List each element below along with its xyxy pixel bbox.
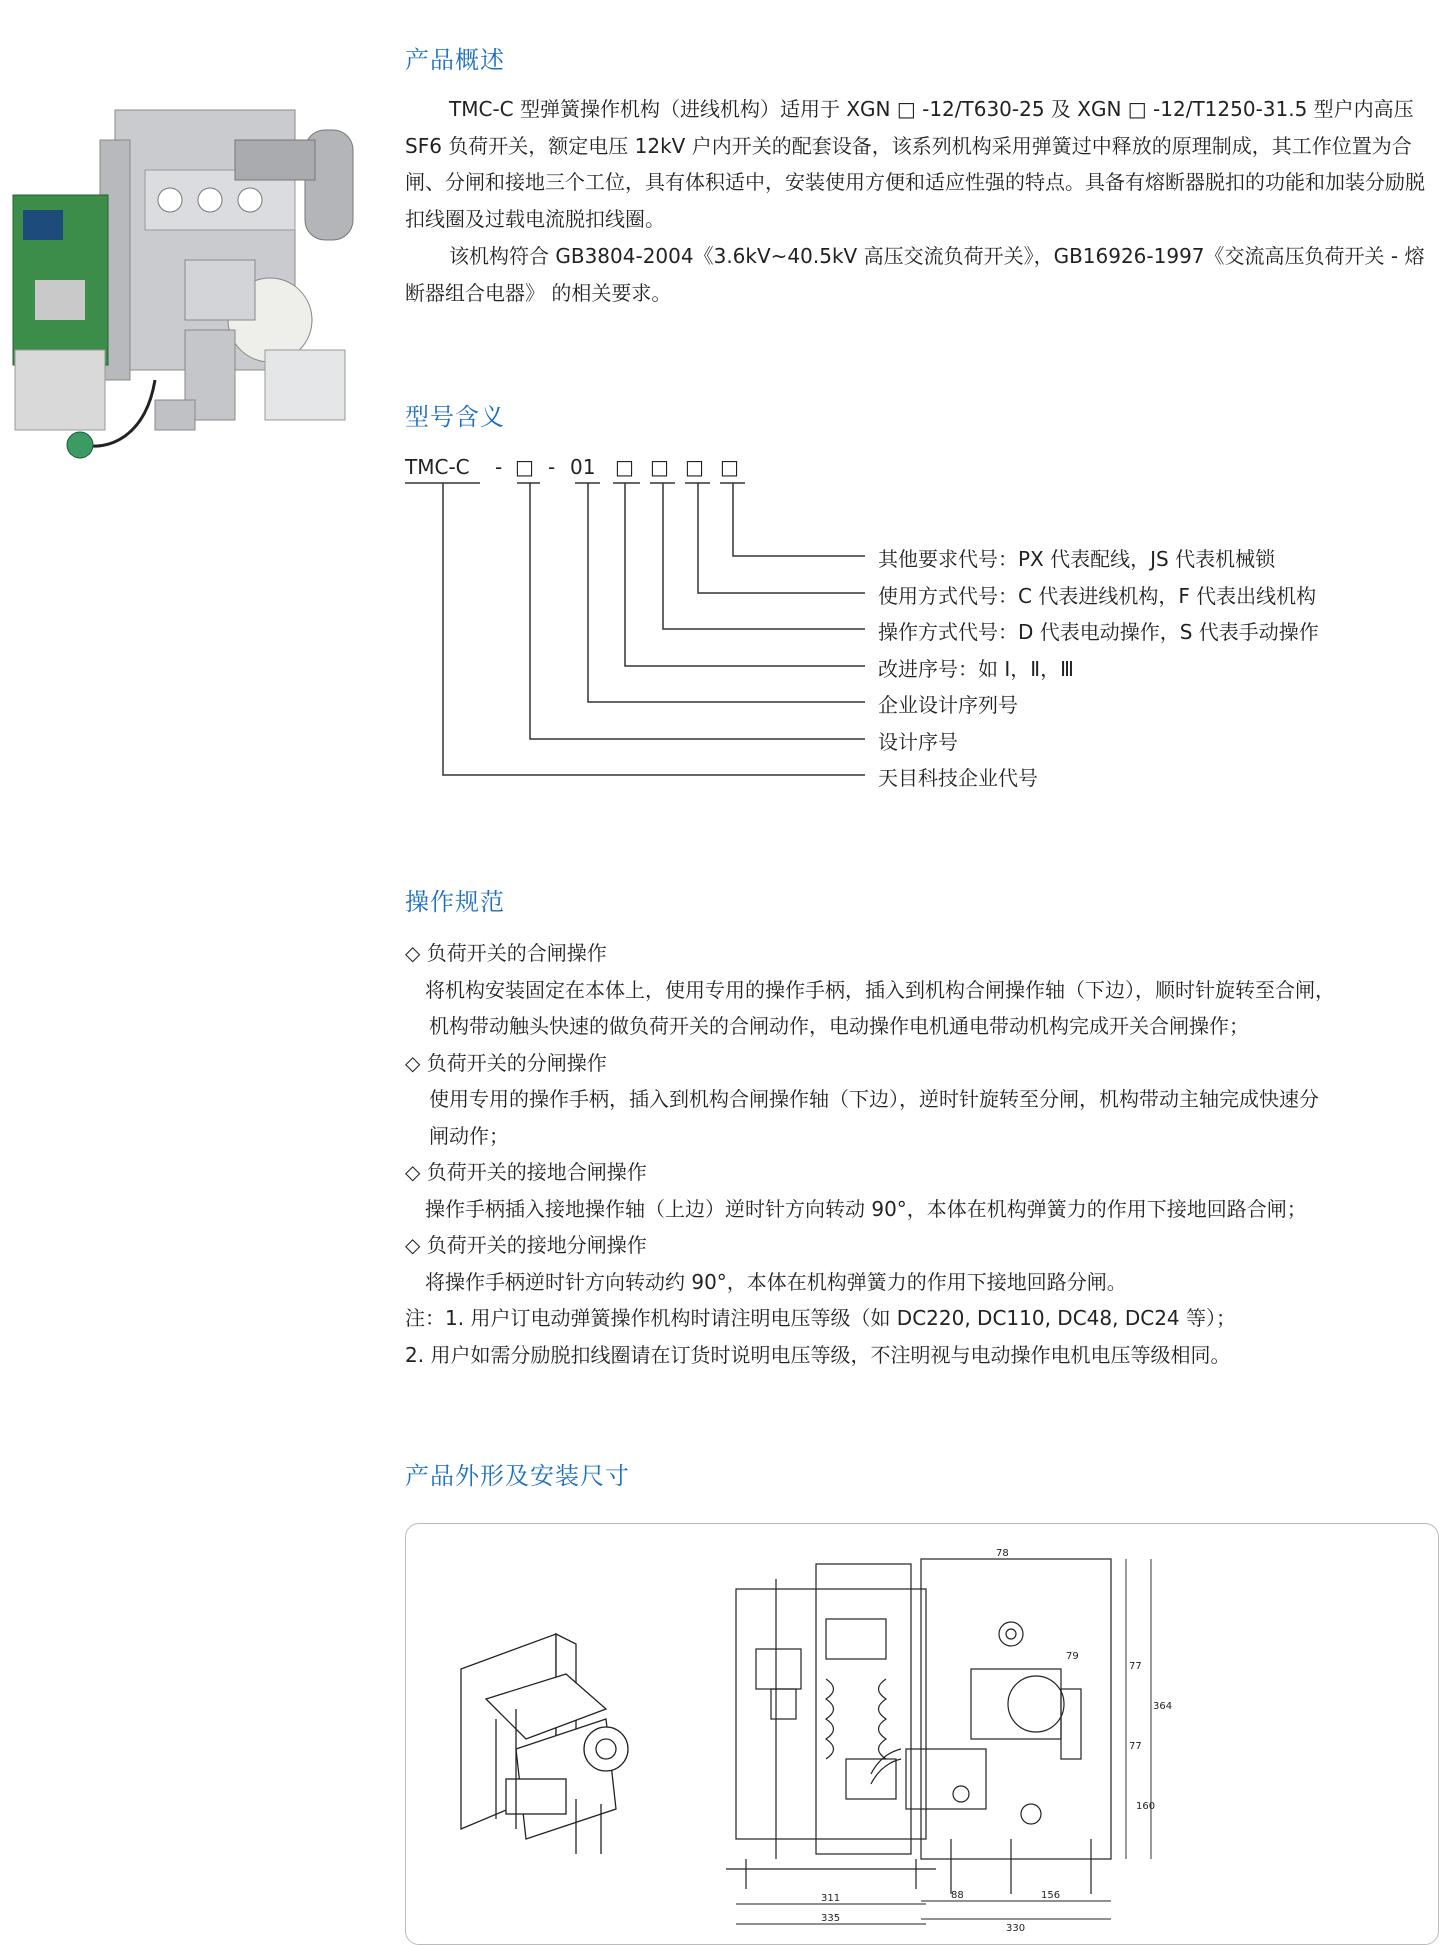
front-dim-label: 77: [1129, 1741, 1142, 1752]
op-text: 机构带动触头快速的做负荷开关的合闸动作，电动操作电机通电带动机构完成开关合闸操作；: [429, 1014, 1249, 1038]
front-dim-label: 79: [1066, 1651, 1079, 1662]
model-leader-lines: [0, 0, 1448, 800]
overview-heading: 产品概述: [405, 46, 505, 74]
legend-usage-mode: 使用方式代号：C 代表进线机构，F 代表出线机构: [878, 584, 1317, 608]
code-prefix: TMC-C: [405, 455, 470, 479]
op-item-open: ◇ 负荷开关的分闸操作: [405, 1050, 607, 1075]
dimensions-heading: 产品外形及安装尺寸: [405, 1462, 630, 1490]
legend-operation-mode: 操作方式代号：D 代表电动操作，S 代表手动操作: [878, 620, 1319, 644]
front-view-drawing: [861, 1549, 1191, 1939]
side-dim-label: 311: [821, 1893, 841, 1904]
op-item-earth-close: ◇ 负荷开关的接地合闸操作: [405, 1160, 647, 1184]
op-text: 操作手柄插入接地操作轴（上边）逆时针方向转动 90°，本体在机构弹簧力的作用下接地回路合闸；: [425, 1196, 1307, 1221]
code-box-5: □: [720, 455, 739, 479]
op-note-2: 2. 用户如需分励脱扣线圈请在订货时说明电压等级，不注明视与电动操作电机电压等级相同。: [405, 1342, 1231, 1367]
op-text: 将机构安装固定在本体上，使用专用的操作手柄，插入到机构合闸操作轴（下边），顺时针旋转至合闸，: [425, 977, 1335, 1002]
op-item-close: ◇ 负荷开关的合闸操作: [405, 941, 607, 965]
overview-paragraph-1: TMC-C 型弹簧操作机构（进线机构）适用于 XGN □ -12/T630-25 及 XGN □ -12/T1250-31.5 型户内高压 SF6 负荷开关，额定电压 12kV 户内开关的配套设备，该系列机构采用弹簧过中释放的原理制成，其工作位置为合闸、分闸和接地三个工位，具有体积适中，安装使用方便和适应性强的特点。具备有熔断器脱扣的功能和加装分励脱扣线圈及过载电流脱扣线圈。: [405, 97, 1425, 231]
legend-company-code: 天目科技企业代号: [878, 766, 1038, 790]
code-box-1: □: [515, 455, 534, 479]
operation-list: [405, 935, 1445, 1373]
legend-other-requirements: 其他要求代号：PX 代表配线，JS 代表机械锁: [878, 547, 1276, 571]
overview-paragraph-2: 该机构符合 GB3804-2004《3.6kV~40.5kV 高压交流负荷开关》，GB16926-1997《交流高压负荷开关 - 熔断器组合电器》 的相关要求。: [405, 244, 1425, 305]
code-box-4: □: [685, 455, 704, 479]
front-dim-label: 330: [1006, 1923, 1026, 1934]
front-dim-label: 78: [996, 1549, 1009, 1559]
op-item-earth-open: ◇ 负荷开关的接地分闸操作: [405, 1233, 647, 1257]
front-dim-label: 364: [1153, 1701, 1173, 1712]
isometric-drawing: [456, 1629, 646, 1859]
code-box-2: □: [615, 455, 634, 479]
op-text: 使用专用的操作手柄，插入到机构合闸操作轴（下边），逆时针旋转至分闸，机构带动主轴完成快速分: [429, 1087, 1319, 1111]
op-text: 闸动作；: [429, 1123, 509, 1148]
front-dim-label: 156: [1041, 1890, 1061, 1901]
dimension-drawings-panel: [405, 1523, 1439, 1945]
op-note-1: 注：1. 用户订电动弹簧操作机构时请注明电压等级（如 DC220, DC110, DC48, DC24 等）；: [405, 1306, 1237, 1330]
operation-heading: 操作规范: [405, 888, 505, 916]
code-box-3: □: [650, 455, 669, 479]
legend-improvement-number: 改进序号：如 Ⅰ，Ⅱ，Ⅲ: [878, 657, 1074, 681]
side-dim-label: 335: [821, 1913, 841, 1924]
op-text: 将操作手柄逆时针方向转动约 90°，本体在机构弹簧力的作用下接地回路分闸。: [425, 1269, 1127, 1294]
model-heading: 型号含义: [405, 403, 505, 431]
code-dash-1: -: [495, 455, 503, 479]
front-dim-label: 88: [951, 1890, 964, 1901]
front-dim-label: 77: [1129, 1661, 1142, 1672]
legend-enterprise-serial: 企业设计序列号: [878, 693, 1018, 717]
code-serial: 01: [570, 455, 596, 479]
code-dash-2: -: [548, 455, 556, 479]
legend-design-number: 设计序号: [878, 730, 958, 754]
front-dim-label: 160: [1136, 1801, 1156, 1812]
